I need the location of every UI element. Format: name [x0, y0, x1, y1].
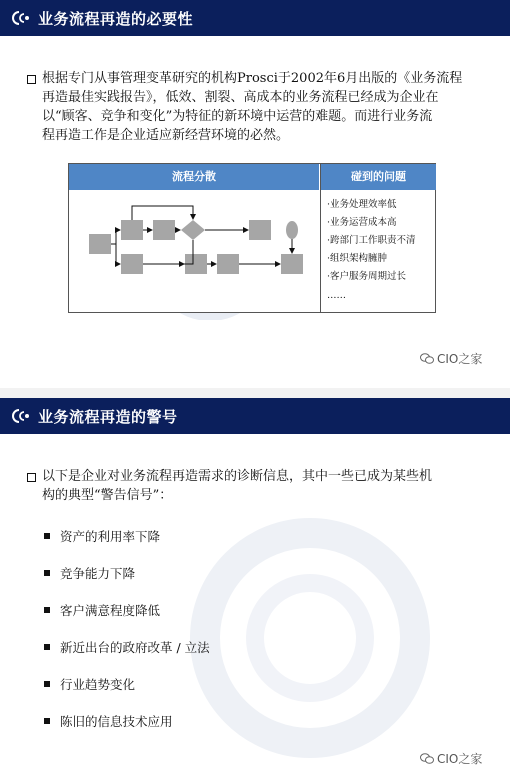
issue-item: ·跨部门工作职责不清 [327, 235, 416, 246]
slide-warning-signs [0, 398, 510, 776]
slide-separator [0, 388, 510, 398]
slide-title: 业务流程再造的警号 [38, 408, 178, 426]
paragraph-line: 根据专门从事管理变革研究的机构Prosci于2002年6月出版的《业务流程 [42, 71, 463, 86]
paragraph-line: 再造最佳实践报告》，低效、割裂、高成本的业务流程已经成为企业在 [42, 90, 439, 105]
bullet-square-icon [27, 75, 36, 84]
bullet-icon [44, 570, 50, 576]
process-box [281, 254, 303, 274]
process-box [89, 234, 111, 254]
decision-diamond [181, 220, 205, 240]
process-box [121, 254, 143, 274]
cio-logo-icon [12, 10, 30, 26]
warning-item: 竞争能力下降 [60, 566, 136, 581]
process-box [217, 254, 239, 274]
issue-item: ·业务处理效率低 [327, 199, 397, 210]
watermark-logo [180, 508, 440, 772]
slide-header [0, 398, 510, 434]
bullet-icon [44, 533, 50, 539]
issue-item: …… [327, 290, 346, 301]
slide-title: 业务流程再造的必要性 [38, 10, 194, 28]
issue-item: ·组织架构臃肿 [327, 253, 388, 264]
cio-logo-icon [12, 408, 30, 424]
warning-item: 新近出台的政府改革 / 立法 [60, 640, 210, 655]
warning-item: 客户满意程度降低 [60, 603, 161, 618]
warning-item: 行业趋势变化 [60, 677, 136, 692]
brand-watermark [420, 750, 482, 767]
bullet-icon [44, 607, 50, 613]
process-diagram [68, 163, 436, 313]
slide-header [0, 0, 510, 36]
intro-paragraph [42, 69, 492, 145]
brand-text: CIO之家 [437, 352, 483, 366]
bullet-icon [44, 718, 50, 724]
process-header: 流程分散 [69, 164, 319, 190]
flowchart [69, 190, 319, 312]
warning-item: 资产的利用率下降 [60, 529, 161, 544]
paragraph-line: 以下是企业对业务流程再造需求的诊断信息，其中一些已成为某些机 [42, 469, 433, 484]
process-box [249, 220, 271, 240]
bullet-icon [44, 681, 50, 687]
bullet-icon [44, 644, 50, 650]
paragraph-line: 构的典型“警告信号”： [42, 488, 173, 503]
issue-item: ·客户服务周期过长 [327, 271, 407, 282]
brand-text: CIO之家 [437, 752, 483, 766]
issues-panel [320, 164, 436, 312]
bullet-square-icon [27, 473, 36, 482]
paragraph-line: 以“顾客、竞争和变化”为特征的新环境中运营的难题。而进行业务流 [42, 109, 433, 124]
warning-item: 陈旧的信息技术应用 [60, 714, 173, 729]
process-box [153, 220, 175, 240]
process-box [121, 220, 143, 240]
intro-paragraph [42, 467, 492, 505]
process-panel [69, 164, 319, 312]
issues-header: 碰到的问题 [321, 164, 436, 190]
issue-item: ·业务运营成本高 [327, 217, 397, 228]
wechat-icon [420, 353, 434, 364]
brand-watermark [420, 350, 482, 367]
wechat-icon [420, 753, 434, 764]
paragraph-line: 程再造工作是企业适应新经营环境的必然。 [42, 128, 290, 143]
terminal-oval [286, 221, 298, 239]
